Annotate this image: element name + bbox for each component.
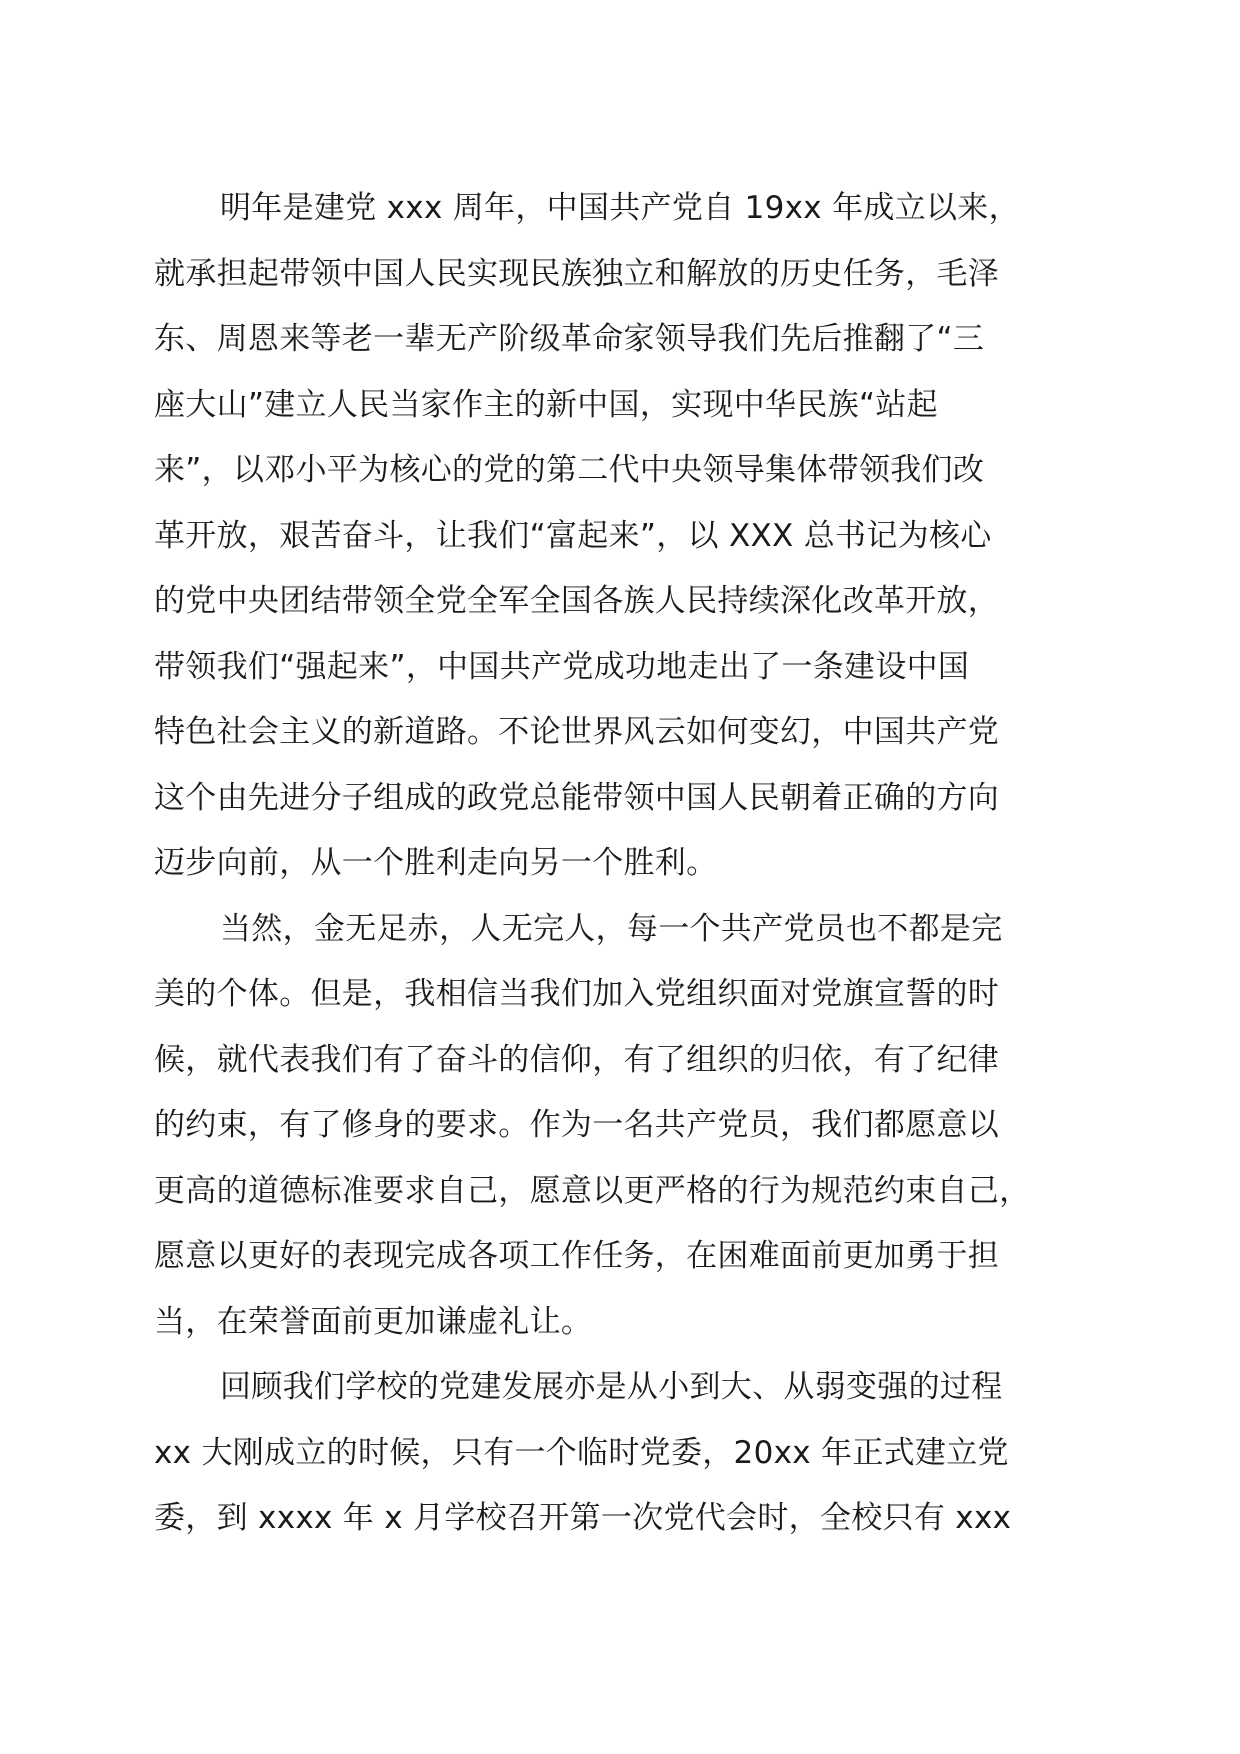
text-line: 革开放，艰苦奋斗，让我们“富起来”，以 XXX 总书记为核心: [154, 517, 992, 554]
text-line: 当然，金无足赤，人无完人，每一个共产党员也不都是完: [220, 910, 1003, 947]
text-line: 委，到 xxxx 年 x 月学校召开第一次党代会时，全校只有 xxx: [154, 1500, 1012, 1536]
text-line: 迈步向前，从一个胜利走向另一个胜利。: [154, 845, 718, 881]
text-line: 回顾我们学校的党建发展亦是从小到大、从弱变强的过程: [220, 1369, 1003, 1405]
text-line: 愿意以更好的表现完成各项工作任务，在困难面前更加勇于担: [154, 1238, 1000, 1274]
text-line: 的约束，有了修身的要求。作为一名共产党员，我们都愿意以: [154, 1107, 1000, 1143]
text-line: 的党中央团结带领全党全军全国各族人民持续深化改革开放，: [154, 583, 1000, 619]
text-line: 特色社会主义的新道路。不论世界风云如何变幻，中国共产党: [154, 714, 1000, 750]
text-line: 这个由先进分子组成的政党总能带领中国人民朝着正确的方向: [154, 779, 1000, 816]
text-line: 当，在荣誉面前更加谦虚礼让。: [154, 1303, 593, 1340]
text-line: 来”，以邓小平为核心的党的第二代中央领导集体带领我们改: [154, 452, 985, 488]
text-line: 明年是建党 xxx 周年，中国共产党自 19xx 年成立以来，: [220, 190, 1020, 226]
text-line: 座大山”建立人民当家作主的新中国，实现中华民族“站起: [154, 386, 938, 423]
text-line: 就承担起带领中国人民实现民族独立和解放的历史任务，毛泽: [154, 255, 1000, 292]
text-line: 东、周恩来等老一辈无产阶级革命家领导我们先后推翻了“三: [154, 321, 985, 357]
paragraph: [154, 176, 1094, 897]
text-line: 更高的道德标准要求自己，愿意以更严格的行为规范约束自己，: [154, 1172, 1031, 1209]
text-line: 美的个体。但是，我相信当我们加入党组织面对党旗宣誓的时: [154, 976, 1000, 1012]
document-body: [154, 176, 1094, 1552]
text-line: xx 大刚成立的时候，只有一个临时党委，20xx 年正式建立党: [154, 1434, 1009, 1471]
paragraph: [154, 1355, 1094, 1552]
text-line: 带领我们“强起来”，中国共产党成功地走出了一条建设中国: [154, 648, 970, 685]
text-line: 候，就代表我们有了奋斗的信仰，有了组织的归依，有了纪律: [154, 1041, 1000, 1078]
paragraph: [154, 897, 1094, 1356]
